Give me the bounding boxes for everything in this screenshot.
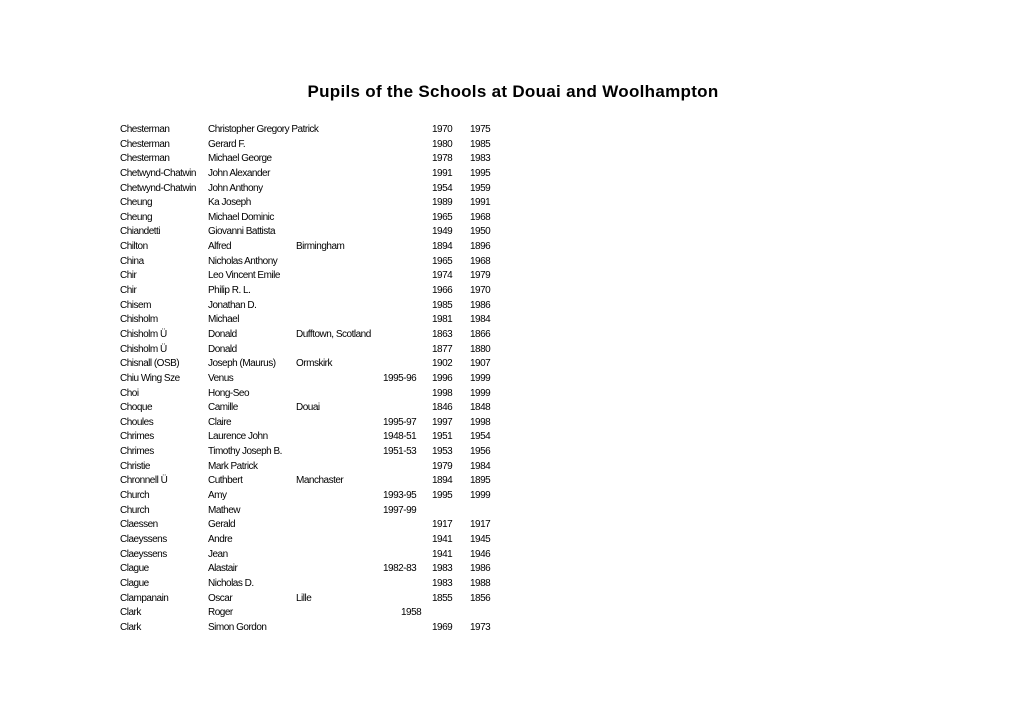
forename-cell: Michael Dominic <box>208 211 274 223</box>
table-row <box>0 328 1024 343</box>
year-from-cell: 1966 <box>432 285 453 297</box>
table-row <box>0 255 1024 270</box>
year-from-cell: 1917 <box>432 519 453 531</box>
year-from-cell: 1991 <box>432 167 453 179</box>
year-from-cell: 1894 <box>432 475 453 487</box>
table-row <box>0 269 1024 284</box>
table-row <box>0 225 1024 240</box>
table-row <box>0 357 1024 372</box>
year-to-cell: 1984 <box>470 314 491 326</box>
table-row <box>0 343 1024 358</box>
year-from-cell: 1998 <box>432 387 453 399</box>
table-row <box>0 606 1024 621</box>
year-from-cell: 1894 <box>432 241 453 253</box>
year-from-cell: 1965 <box>432 255 453 267</box>
forename-cell: Leo Vincent Emile <box>208 270 280 282</box>
prep-years-cell: 1982-83 <box>383 563 417 575</box>
forename-cell: John Anthony <box>208 182 263 194</box>
surname-cell: Christie <box>120 460 150 472</box>
forename-cell: Jonathan D. <box>208 299 257 311</box>
table-row <box>0 123 1024 138</box>
forename-cell: Gerald <box>208 519 236 531</box>
surname-cell: Clague <box>120 563 149 575</box>
table-row <box>0 416 1024 431</box>
year-from-cell: 1997 <box>432 416 453 428</box>
table-row <box>0 240 1024 255</box>
year-to-cell: 1986 <box>470 299 491 311</box>
table-row <box>0 592 1024 607</box>
year-from-cell: 1970 <box>432 124 453 135</box>
year-from-cell: 1954 <box>432 182 453 194</box>
year-to-cell: 1999 <box>470 372 491 384</box>
year-to-cell: 1999 <box>470 387 491 399</box>
place-cell: Douai <box>296 402 320 414</box>
place-cell: Manchaster <box>296 475 344 487</box>
year-to-cell: 1856 <box>470 592 491 604</box>
table-row <box>0 445 1024 460</box>
forename-cell: Michael George <box>208 153 272 165</box>
year-to-cell: 1968 <box>470 255 491 267</box>
year-from-cell: 1996 <box>432 372 453 384</box>
year-to-cell: 1988 <box>470 577 491 589</box>
table-row <box>0 196 1024 211</box>
surname-cell: Chisem <box>120 299 151 311</box>
table-row <box>0 138 1024 153</box>
year-to-cell: 1848 <box>470 402 491 414</box>
forename-cell: Camille <box>208 402 238 414</box>
forename-cell: Christopher Gregory Patrick <box>208 124 319 135</box>
year-from-cell: 1863 <box>432 328 453 340</box>
forename-cell: Donald <box>208 328 237 340</box>
surname-cell: Chiandetti <box>120 226 161 238</box>
surname-cell: Clark <box>120 607 141 619</box>
surname-cell: China <box>120 255 144 267</box>
surname-cell: Chisholm Ü <box>120 343 167 355</box>
forename-cell: Joseph (Maurus) <box>208 358 276 370</box>
year-from-cell: 1965 <box>432 211 453 223</box>
year-to-cell: 1979 <box>470 270 491 282</box>
surname-cell: Church <box>120 504 150 516</box>
year-from-cell: 1855 <box>432 592 453 604</box>
year-from-cell: 1983 <box>432 563 453 575</box>
year-to-cell: 1998 <box>470 416 491 428</box>
year-to-cell: 1973 <box>470 621 491 633</box>
forename-cell: Donald <box>208 343 237 355</box>
year-from-cell: 1985 <box>432 299 453 311</box>
surname-cell: Chisholm <box>120 314 158 326</box>
table-row <box>0 152 1024 167</box>
table-row <box>0 533 1024 548</box>
table-row <box>0 504 1024 519</box>
year-to-cell: 1985 <box>470 138 491 150</box>
surname-cell: Chilton <box>120 241 148 253</box>
year-to-cell: 1984 <box>470 460 491 472</box>
table-row <box>0 182 1024 197</box>
prep-years-cell: 1948-51 <box>383 431 417 443</box>
table-row <box>0 621 1024 636</box>
surname-cell: Chiu Wing Sze <box>120 372 180 384</box>
forename-cell: Cuthbert <box>208 475 243 487</box>
year-from-cell: 1951 <box>432 431 453 443</box>
surname-cell: Chesterman <box>120 138 170 150</box>
forename-cell: Nicholas D. <box>208 577 254 589</box>
year-from-cell: 1902 <box>432 358 453 370</box>
forename-cell: Timothy Joseph B. <box>208 446 282 458</box>
year-to-cell: 1946 <box>470 548 491 560</box>
year-from-cell: 1979 <box>432 460 453 472</box>
year-from-cell: 1974 <box>432 270 453 282</box>
table-row <box>0 299 1024 314</box>
surname-cell: Chesterman <box>120 153 170 165</box>
year-to-cell: 1968 <box>470 211 491 223</box>
table-row <box>0 562 1024 577</box>
place-cell: Dufftown, Scotland <box>296 328 371 340</box>
surname-cell: Church <box>120 490 150 502</box>
prep-years-cell: 1997-99 <box>383 504 417 516</box>
surname-cell: Clark <box>120 621 141 633</box>
surname-cell: Chisholm Ü <box>120 328 167 340</box>
table-row <box>0 401 1024 416</box>
surname-cell: Claessen <box>120 519 158 531</box>
surname-cell: Cheung <box>120 211 153 223</box>
forename-cell: Mark Patrick <box>208 460 258 472</box>
forename-cell: Amy <box>208 490 227 502</box>
forename-cell: Hong-Seo <box>208 387 250 399</box>
forename-cell: Gerard F. <box>208 138 246 150</box>
year-to-cell: 1907 <box>470 358 491 370</box>
year-to-cell: 1956 <box>470 446 491 458</box>
forename-cell: Ka Joseph <box>208 197 251 209</box>
surname-cell: Clague <box>120 577 149 589</box>
year-from-cell: 1995 <box>432 490 453 502</box>
year-from-cell: 1941 <box>432 548 453 560</box>
surname-cell: Clampanain <box>120 592 169 604</box>
table-row <box>0 372 1024 387</box>
year-to-cell: 1954 <box>470 431 491 443</box>
forename-cell: Giovanni Battista <box>208 226 276 238</box>
year-from-cell: 1846 <box>432 402 453 414</box>
surname-cell: Chir <box>120 270 137 282</box>
forename-cell: Andre <box>208 533 233 545</box>
surname-cell: Chronnell Ü <box>120 475 168 487</box>
forename-cell: Venus <box>208 372 234 384</box>
prep-years-cell: 1958 <box>401 607 422 619</box>
table-row <box>0 387 1024 402</box>
forename-cell: Oscar <box>208 592 233 604</box>
table-row <box>0 167 1024 182</box>
forename-cell: Jean <box>208 548 228 560</box>
table-row <box>0 489 1024 504</box>
forename-cell: Laurence John <box>208 431 268 443</box>
year-to-cell: 1945 <box>470 533 491 545</box>
surname-cell: Claeyssens <box>120 533 167 545</box>
forename-cell: Alastair <box>208 563 238 575</box>
year-from-cell: 1953 <box>432 446 453 458</box>
table-row <box>0 474 1024 489</box>
year-to-cell: 1866 <box>470 328 491 340</box>
year-from-cell: 1989 <box>432 197 453 209</box>
place-cell: Lille <box>296 592 312 604</box>
year-from-cell: 1949 <box>432 226 453 238</box>
forename-cell: Nicholas Anthony <box>208 255 278 267</box>
prep-years-cell: 1995-97 <box>383 416 417 428</box>
prep-years-cell: 1995-96 <box>383 372 417 384</box>
year-to-cell: 1999 <box>470 490 491 502</box>
prep-years-cell: 1993-95 <box>383 490 417 502</box>
surname-cell: Chetwynd-Chatwin <box>120 182 196 194</box>
year-to-cell: 1950 <box>470 226 491 238</box>
year-to-cell: 1995 <box>470 167 491 179</box>
surname-cell: Chetwynd-Chatwin <box>120 167 196 179</box>
year-from-cell: 1980 <box>432 138 453 150</box>
forename-cell: Philip R. L. <box>208 285 251 297</box>
year-to-cell: 1986 <box>470 563 491 575</box>
prep-years-cell: 1951-53 <box>383 446 417 458</box>
year-to-cell: 1959 <box>470 182 491 194</box>
surname-cell: Chisnall (OSB) <box>120 358 180 370</box>
forename-cell: Roger <box>208 607 233 619</box>
year-from-cell: 1941 <box>432 533 453 545</box>
year-from-cell: 1978 <box>432 153 453 165</box>
year-from-cell: 1983 <box>432 577 453 589</box>
forename-cell: Simon Gordon <box>208 621 267 633</box>
surname-cell: Chesterman <box>120 124 170 135</box>
table-row <box>0 548 1024 563</box>
surname-cell: Cheung <box>120 197 153 209</box>
surname-cell: Claeyssens <box>120 548 167 560</box>
year-to-cell: 1975 <box>470 124 491 135</box>
surname-cell: Chrimes <box>120 431 154 443</box>
surname-cell: Choules <box>120 416 154 428</box>
year-from-cell: 1877 <box>432 343 453 355</box>
table-row <box>0 430 1024 445</box>
pupil-list <box>0 123 1024 635</box>
table-row <box>0 313 1024 328</box>
place-cell: Birmingham <box>296 241 345 253</box>
year-to-cell: 1896 <box>470 241 491 253</box>
table-row <box>0 284 1024 299</box>
year-from-cell: 1981 <box>432 314 453 326</box>
surname-cell: Chrimes <box>120 446 154 458</box>
table-row <box>0 460 1024 475</box>
surname-cell: Chir <box>120 285 137 297</box>
year-to-cell: 1983 <box>470 153 491 165</box>
forename-cell: Alfred <box>208 241 232 253</box>
year-from-cell: 1969 <box>432 621 453 633</box>
forename-cell: Michael <box>208 314 239 326</box>
year-to-cell: 1880 <box>470 343 491 355</box>
table-row <box>0 211 1024 226</box>
forename-cell: Claire <box>208 416 232 428</box>
table-row <box>0 518 1024 533</box>
surname-cell: Choi <box>120 387 139 399</box>
table-row <box>0 577 1024 592</box>
surname-cell: Choque <box>120 402 153 414</box>
forename-cell: John Alexander <box>208 167 270 179</box>
year-to-cell: 1970 <box>470 285 491 297</box>
year-to-cell: 1917 <box>470 519 491 531</box>
year-to-cell: 1895 <box>470 475 491 487</box>
forename-cell: Mathew <box>208 504 241 516</box>
page-title: Pupils of the Schools at Douai and Woolhampton <box>307 82 719 101</box>
place-cell: Ormskirk <box>296 358 332 370</box>
year-to-cell: 1991 <box>470 197 491 209</box>
